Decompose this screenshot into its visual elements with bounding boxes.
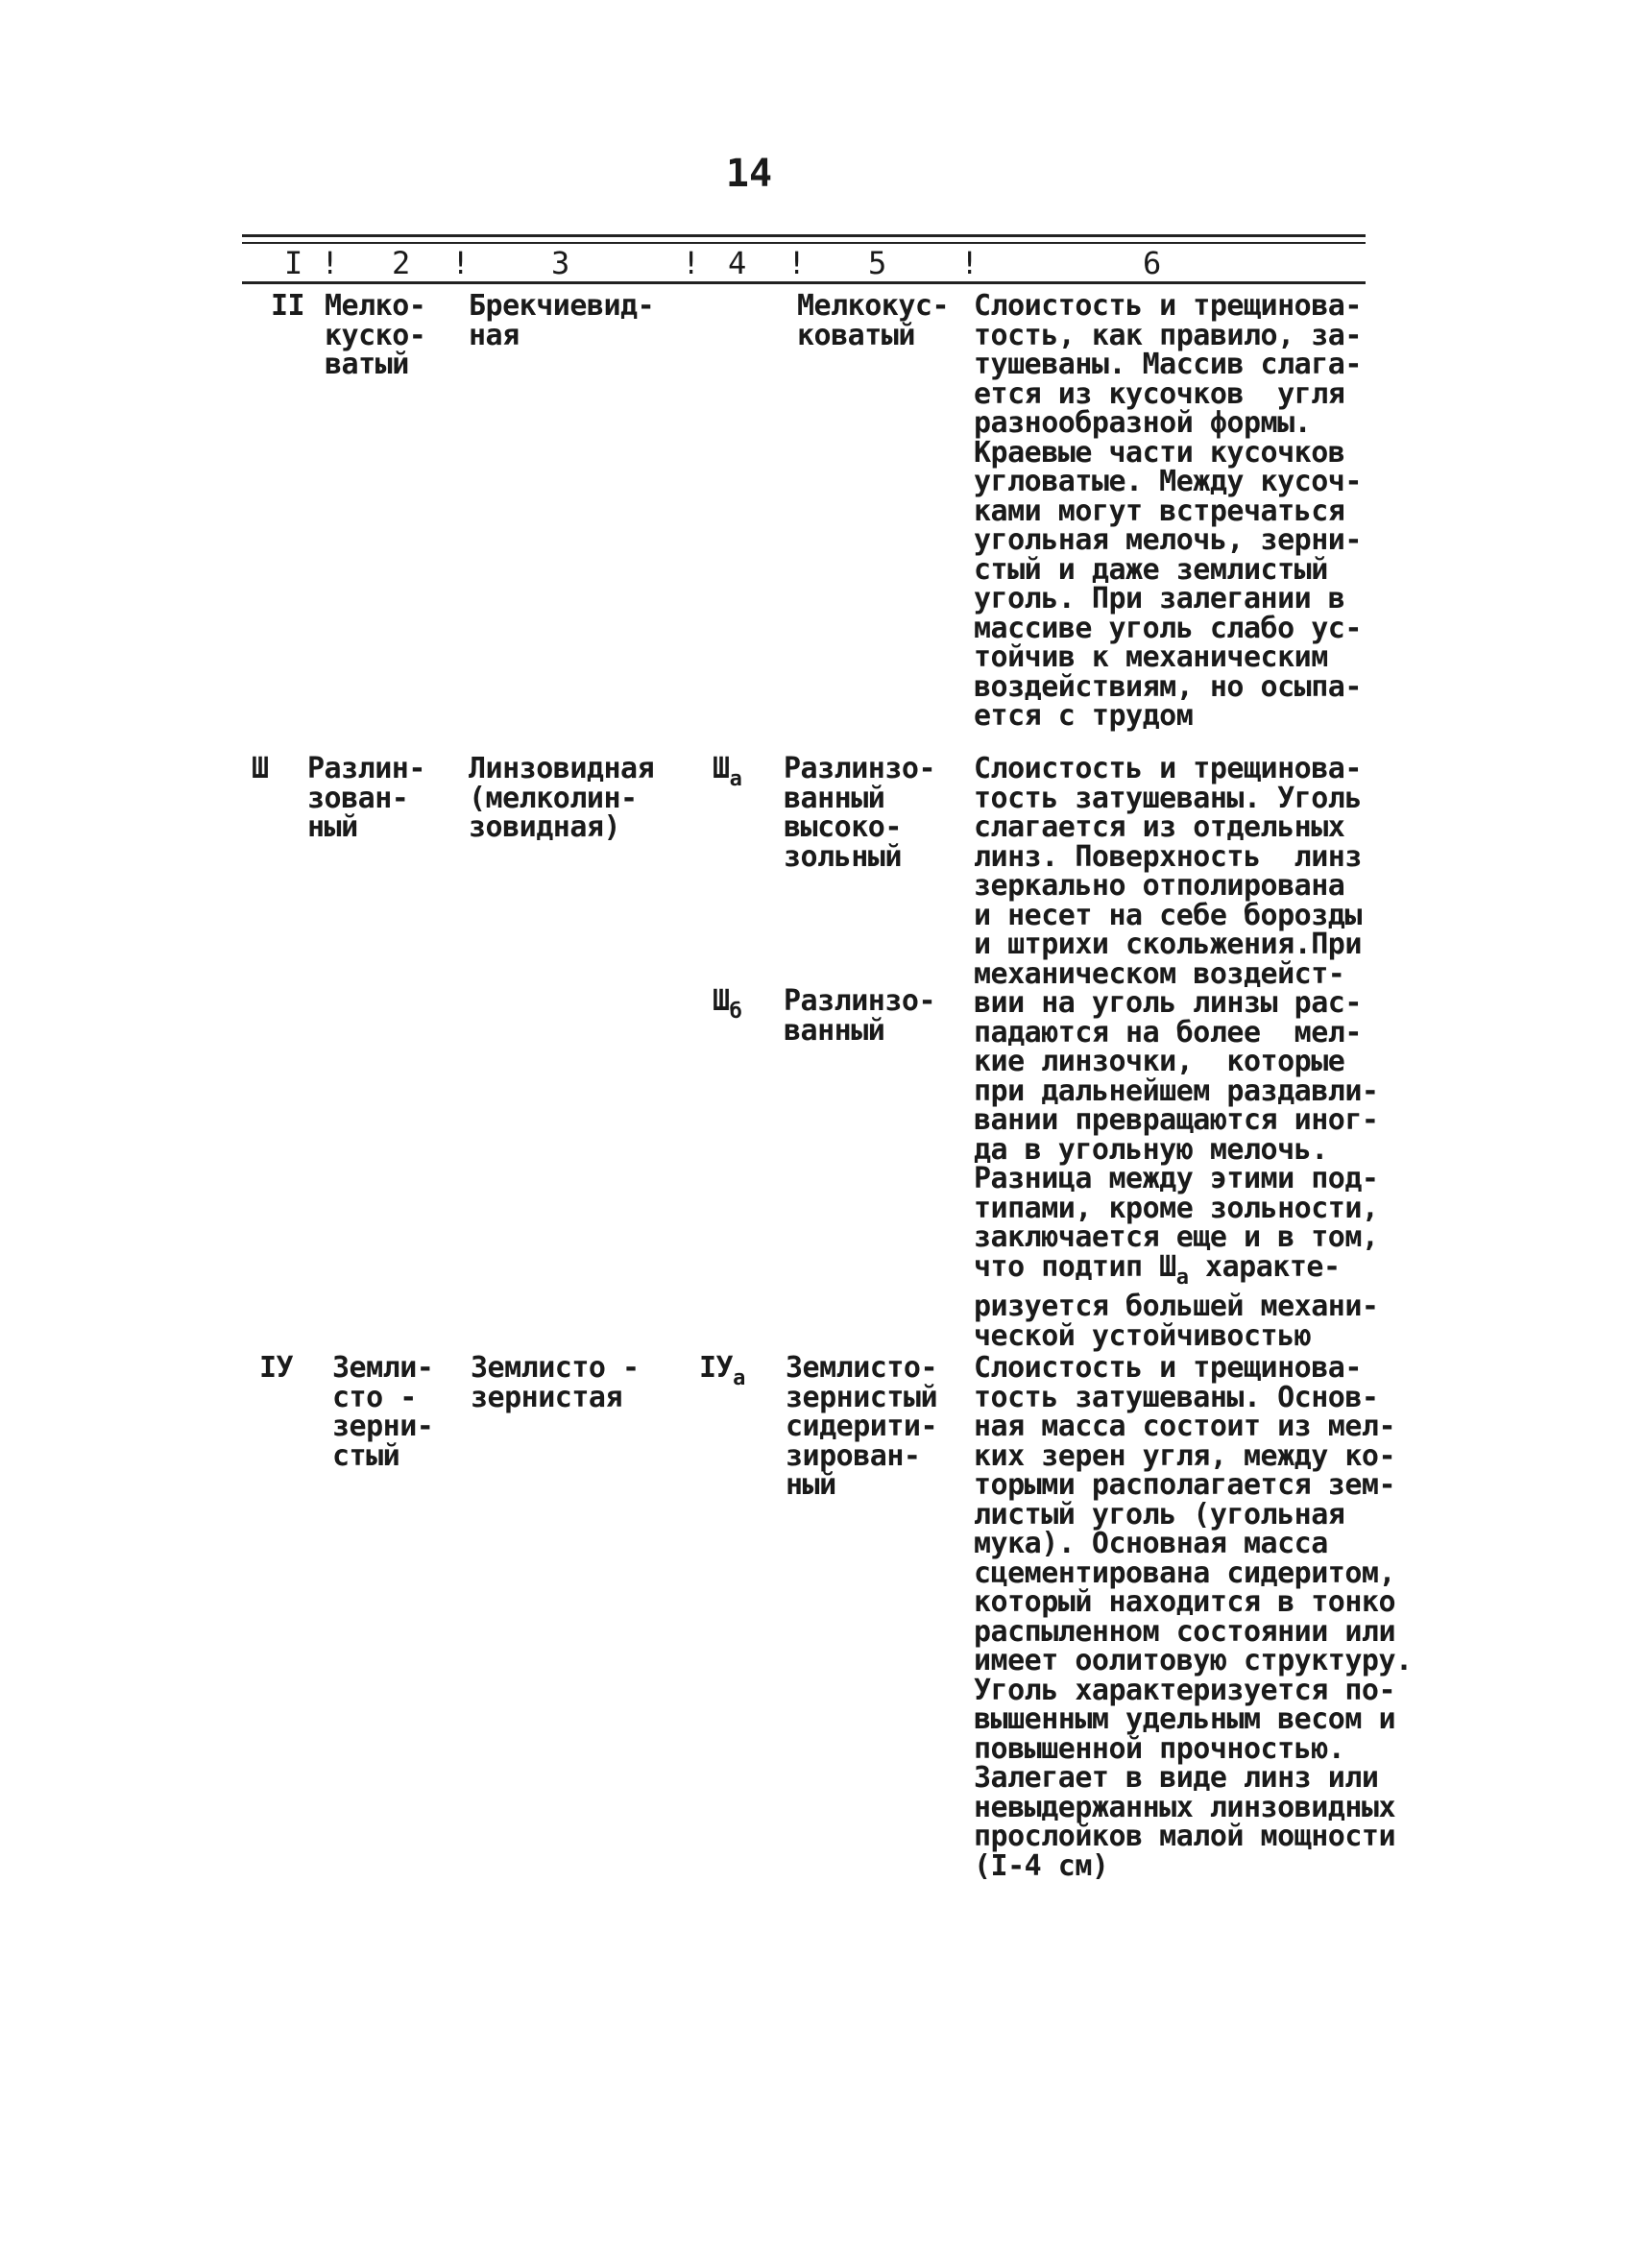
header-col-6: 6 — [1143, 245, 1162, 281]
subtype-subscript: а — [729, 767, 742, 791]
header-col-2: 2 — [392, 245, 411, 281]
header-col-3: 3 — [551, 245, 570, 281]
row-structure: Линзовидная (мелколин- зовидная) — [469, 752, 655, 844]
row-type: Ш — [252, 752, 269, 785]
table-top-rule — [242, 234, 1366, 237]
header-separator: ! — [682, 245, 701, 281]
row-name: Мелко- куско- ватый — [325, 289, 426, 381]
header-separator: ! — [787, 245, 807, 281]
header-separator: ! — [960, 245, 980, 281]
row-description — [974, 752, 1379, 1353]
row-structure: Землисто - зернистая — [471, 1351, 640, 1414]
subtype-letter: Ш — [713, 752, 730, 785]
row-subtype-name: Разлинзо- ванный высоко- зольный — [784, 752, 936, 874]
subtype-subscript: а — [733, 1366, 745, 1390]
header-col-5: 5 — [868, 245, 887, 281]
subtype-letter: Ш — [713, 984, 730, 1018]
header-separator: ! — [321, 245, 340, 281]
row-subtype2-name: Разлинзо- ванный — [784, 984, 936, 1048]
header-bottom-rule — [242, 281, 1366, 284]
row-description: Слоистость и трещинова- тость, как правило, за- тушеваны. Массив слага- ется из кусочков угля разнообразной формы. Краевые части кусочков угловатые. Между кусоч- ками могут встречаться угольная мелочь, зерни- стый и даже землистый уголь. При залегании в массиве уголь слабо ус- тойчив к механическим воздействиям, но осыпа- ется с трудом — [974, 289, 1362, 733]
row-name: Земли- сто - зерни- стый — [332, 1351, 434, 1473]
row-name: Разлин- зован- ный — [307, 752, 425, 844]
page-number: 14 — [725, 152, 773, 196]
description-subscript: а — [1175, 1265, 1189, 1290]
header-col-4: 4 — [728, 245, 747, 281]
row-subtype-name: Мелкокус- коватый — [797, 289, 950, 352]
row-structure: Брекчиевид- ная — [469, 289, 655, 352]
description-text: Слоистость и трещинова- тость затушеваны. Уголь слагается из отдельных линз. Поверхность линз зеркально отполирована и несет на себе борозды и штрихи скольжения.При механическом воздейст- вии на уголь линзы рас- падаются на более мел- кие линзочки, которые при дальнейшем раздавли- вании превращаются иног- да в угольную мелочь. Разница между этими под- типами, кроме зольности, заключается еще и в том, что подтип Ш — [974, 752, 1379, 1284]
table-top-rule-inner — [242, 242, 1366, 244]
subtype-subscript: б — [729, 1000, 742, 1024]
row-subtype-code — [699, 1351, 745, 1394]
row-type: IУ — [259, 1351, 294, 1385]
row-description: Слоистость и трещинова- тость затушеваны. Основ- ная масса состоит из мел- ких зерен угля, между ко- торыми располагается зем- листый уголь (угольная мука). Основная масса сцементирована сидеритом, который находится в тонко распыленном состоянии или имеет оолитовую структуру. Уголь характеризуется по- вышенным удельным весом и повышенной прочностью. Залегает в виде линз или невыдержанных линзовидных прослойков малой мощности (I-4 см) — [974, 1351, 1413, 1883]
description-text-tail: характе- ризуется большей механи- ческой устойчивостью — [974, 1249, 1379, 1353]
header-col-1: I — [284, 245, 303, 281]
row-subtype-name: Землисто- зернистый сидерити- зирован- ный — [786, 1351, 938, 1502]
row-subtype2-code — [713, 984, 742, 1027]
header-separator: ! — [451, 245, 471, 281]
subtype-letter: IУ — [699, 1351, 734, 1385]
row-subtype-code — [713, 752, 742, 795]
row-type: II — [271, 289, 305, 323]
